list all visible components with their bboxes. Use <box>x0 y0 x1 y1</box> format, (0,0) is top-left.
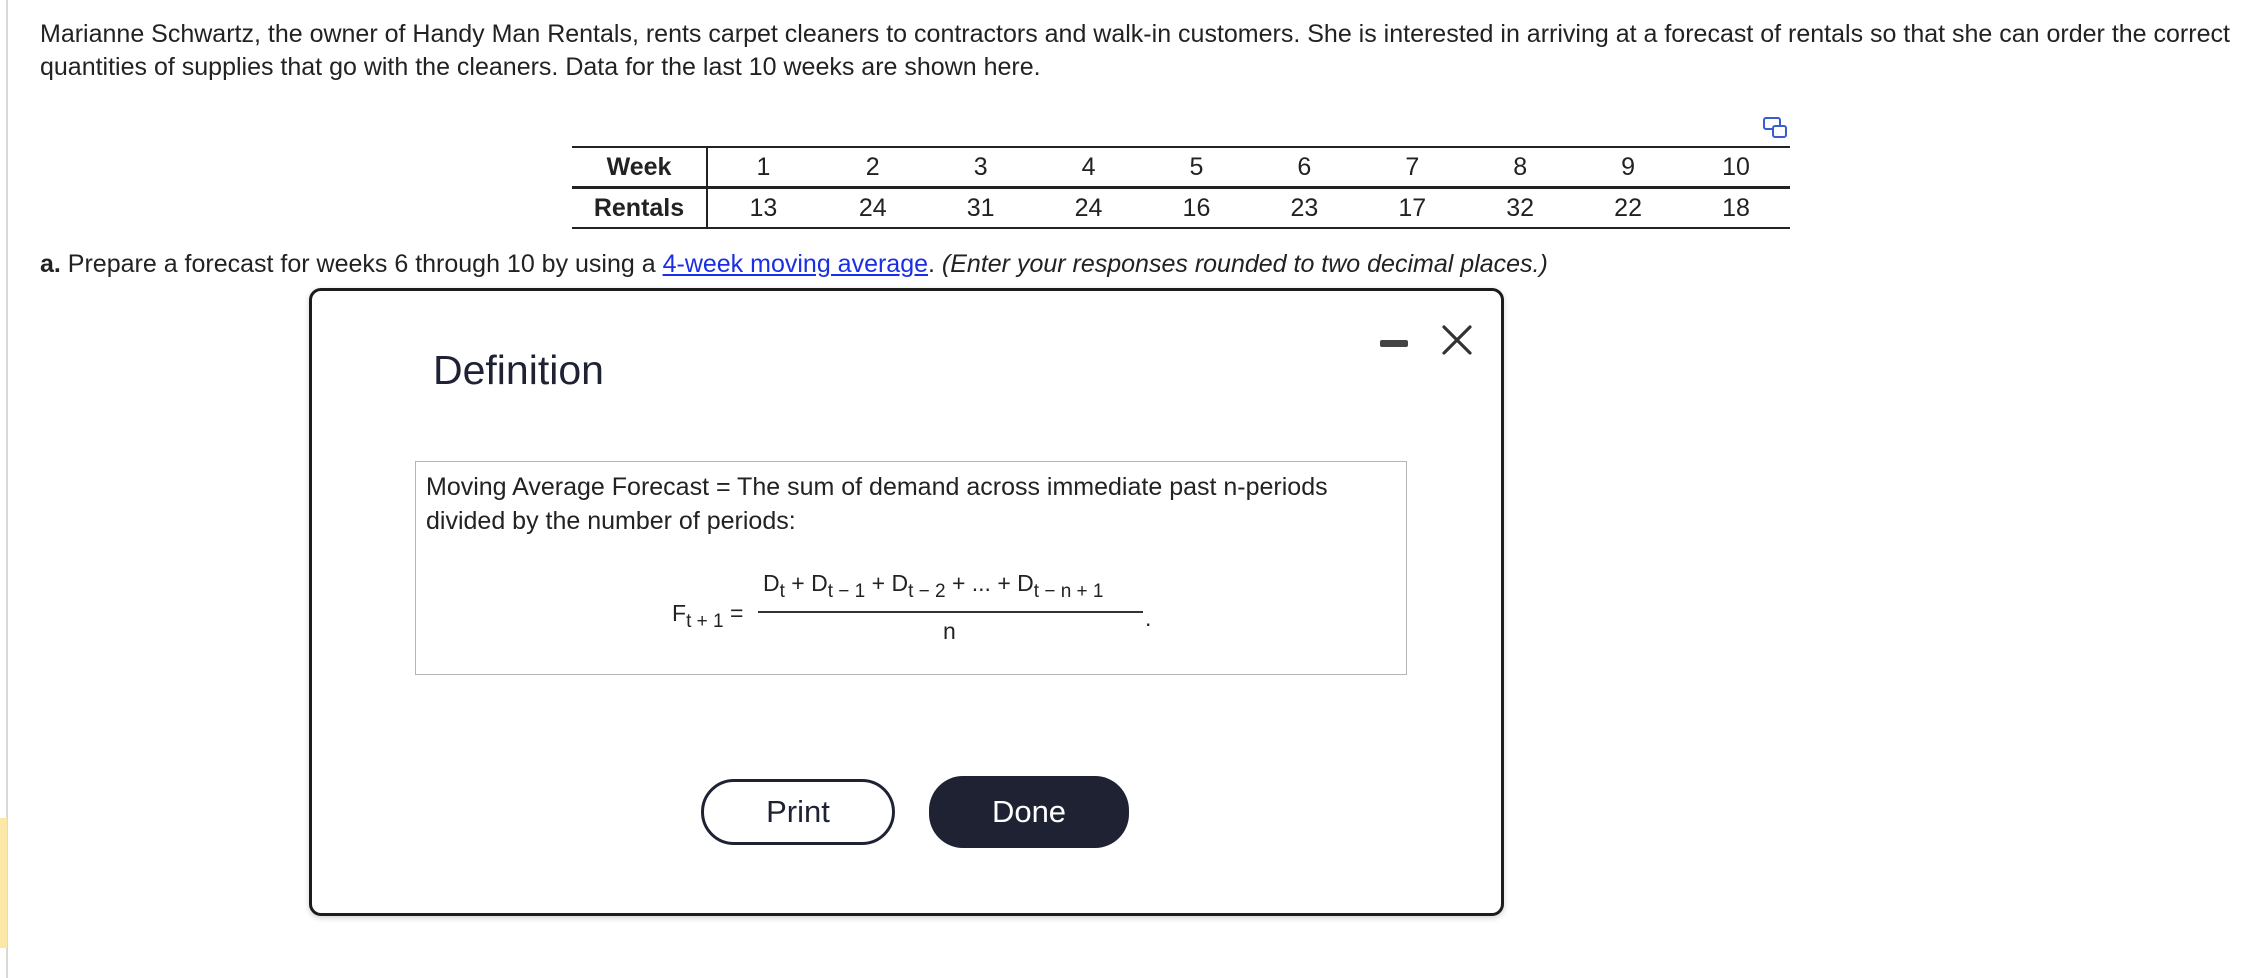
question-text-end: . <box>928 250 942 278</box>
question-a <box>40 250 1548 279</box>
left-accent-bar <box>0 818 7 948</box>
week-cell: 4 <box>1035 147 1143 188</box>
definition-text: Moving Average Forecast = The sum of demand across immediate past n-periods divided by the number of periods: <box>426 473 1328 535</box>
definition-dialog <box>309 288 1504 916</box>
rentals-cell: 24 <box>1035 188 1143 229</box>
moving-average-formula <box>416 462 1406 676</box>
dialog-title: Definition <box>433 347 604 393</box>
week-cell: 8 <box>1466 147 1574 188</box>
problem-statement: Marianne Schwartz, the owner of Handy Man Rentals, rents carpet cleaners to contractors and walk-in customers. She is interested in arriving at a forecast of rentals so that she can order the correct quantities of supplies that go with the cleaners. Data for the last 10 weeks are shown here. <box>40 20 2230 81</box>
rentals-cell: 31 <box>927 188 1035 229</box>
demand-subscript: t <box>779 581 785 602</box>
forecast-symbol: F <box>672 600 687 626</box>
week-cell: 2 <box>819 147 927 188</box>
minimize-icon[interactable] <box>1380 340 1408 347</box>
demand-ellipsis-term: + ... + D <box>945 570 1034 596</box>
done-button[interactable]: Done <box>929 776 1129 848</box>
rentals-cell: 23 <box>1250 188 1358 229</box>
rentals-header: Rentals <box>572 188 707 229</box>
demand-subscript: t − n + 1 <box>1033 581 1104 602</box>
demand-term: D <box>763 570 780 596</box>
formula-denominator: n <box>943 618 956 644</box>
week-cell: 7 <box>1358 147 1466 188</box>
rentals-cell: 32 <box>1466 188 1574 229</box>
formula-numerator <box>763 570 1104 603</box>
forecast-subscript: t + 1 <box>686 611 724 632</box>
close-icon[interactable] <box>1440 323 1474 357</box>
week-cell: 9 <box>1574 147 1682 188</box>
print-button[interactable]: Print <box>701 779 895 845</box>
definition-box <box>415 461 1407 675</box>
rentals-cell: 13 <box>707 188 819 229</box>
rentals-cell: 24 <box>819 188 927 229</box>
rentals-cell: 18 <box>1682 188 1790 229</box>
rentals-cell: 17 <box>1358 188 1466 229</box>
rentals-cell: 22 <box>1574 188 1682 229</box>
week-cell: 5 <box>1143 147 1251 188</box>
rounding-instruction: (Enter your responses rounded to two decimal places.) <box>941 250 1548 278</box>
question-text: Prepare a forecast for weeks 6 through 10 by using a <box>60 250 663 278</box>
week-cell: 1 <box>707 147 819 188</box>
rentals-row <box>572 188 1790 229</box>
week-cell: 6 <box>1250 147 1358 188</box>
fraction-bar <box>758 611 1143 613</box>
demand-subscript: t − 2 <box>908 581 946 602</box>
demand-term: + D <box>865 570 909 596</box>
week-header: Week <box>572 147 707 188</box>
question-label: a. <box>40 250 61 278</box>
formula-period: . <box>1145 605 1152 631</box>
rentals-table <box>572 146 1790 229</box>
week-row <box>572 147 1790 188</box>
moving-average-link[interactable]: 4-week moving average <box>662 250 929 278</box>
formula-lhs <box>672 600 743 633</box>
equals-sign: = <box>729 600 744 626</box>
demand-subscript: t − 1 <box>827 581 866 602</box>
week-cell: 10 <box>1682 147 1790 188</box>
week-cell: 3 <box>927 147 1035 188</box>
copy-icon[interactable] <box>1762 116 1788 140</box>
rentals-cell: 16 <box>1143 188 1251 229</box>
demand-term: + D <box>784 570 828 596</box>
